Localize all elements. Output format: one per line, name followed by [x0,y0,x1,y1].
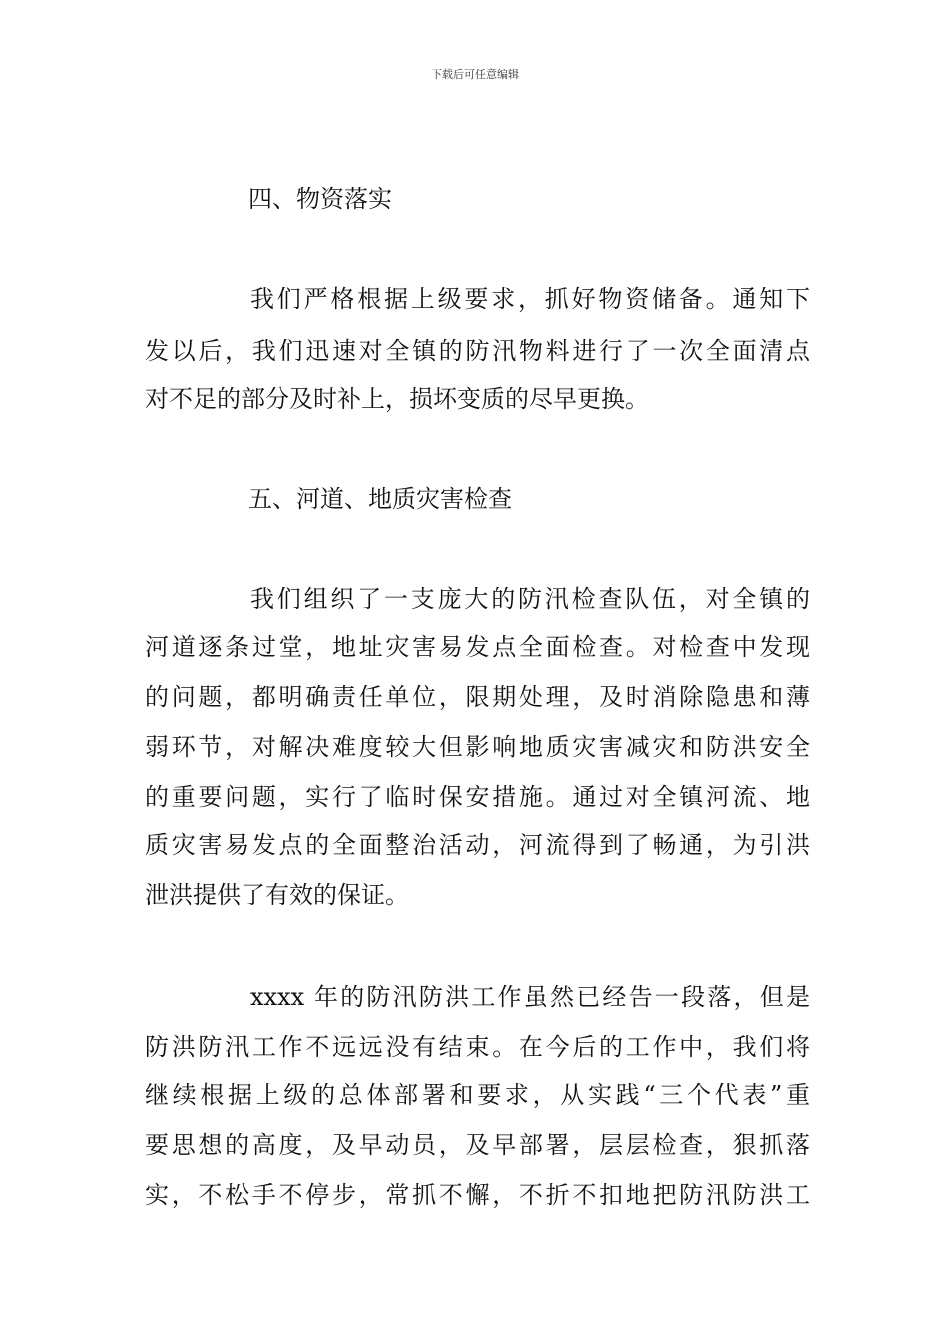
paragraph-line: 发以后，我们迅速对全镇的防汛物料进行了一次全面清点 [145,337,810,365]
paragraph-line: 河道逐条过堂，地址灾害易发点全面检查。对检查中发现 [145,633,810,661]
paragraph-line: 弱环节，对解决难度较大但影响地质灾害减灾和防洪安全 [145,733,810,761]
paragraph-line: 质灾害易发点的全面整治活动，河流得到了畅通，为引洪 [145,831,810,859]
paragraph-line: 要思想的高度，及早动员，及早部署，层层检查，狠抓落 [145,1131,810,1159]
paragraph-line: 防洪防汛工作不远远没有结束。在今后的工作中，我们将 [145,1033,810,1061]
section-heading-materials: 四、物资落实 [248,185,392,213]
paragraph-line: xxxx 年的防汛防洪工作虽然已经告一段落，但是 [250,983,810,1011]
paragraph-line: 泄洪提供了有效的保证。 [145,881,409,909]
section-heading-river-geology: 五、河道、地质灾害检查 [248,485,512,513]
paragraph-line: 对不足的部分及时补上，损坏变质的尽早更换。 [145,385,649,413]
paragraph-line: 实，不松手不停步，常抓不懈，不折不扣地把防汛防洪工 [145,1181,810,1209]
header-note: 下载后可任意编辑 [431,68,519,81]
paragraph-line: 我们组织了一支庞大的防汛检查队伍，对全镇的 [250,585,810,613]
paragraph-line: 的问题，都明确责任单位，限期处理，及时消除隐患和薄 [145,683,810,711]
paragraph-line: 我们严格根据上级要求，抓好物资储备。通知下 [250,285,810,313]
paragraph-line: 的重要问题，实行了临时保安措施。通过对全镇河流、地 [145,783,810,811]
paragraph-line: 继续根据上级的总体部署和要求，从实践“三个代表”重 [145,1081,810,1109]
